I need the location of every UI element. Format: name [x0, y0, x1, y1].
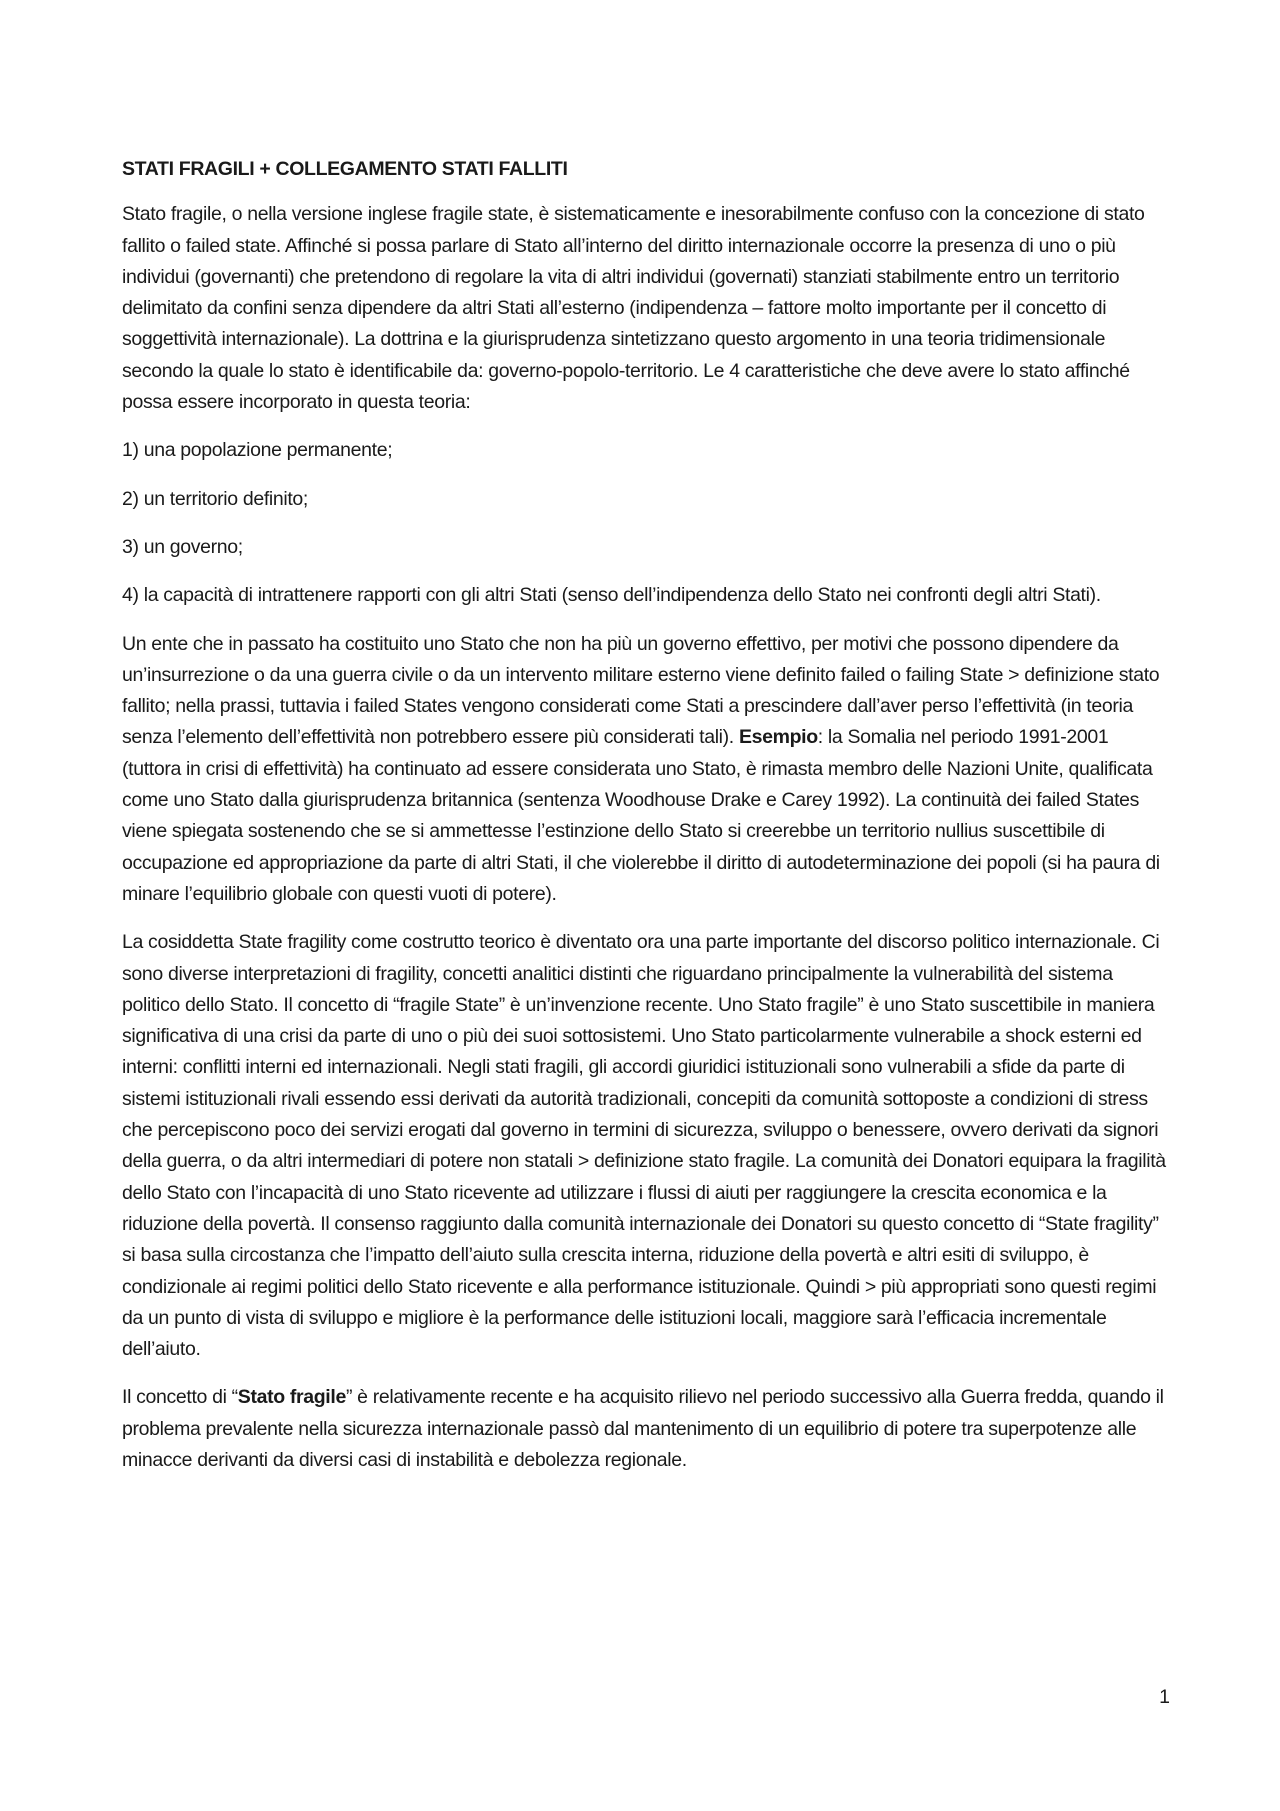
- list-item: 2) un territorio definito;: [122, 487, 308, 510]
- paragraph-text: Il concetto di “: [122, 1386, 238, 1409]
- list-item: 4) la capacità di intrattenere rapporti con gli altri Stati (senso dell’indipendenza dello Stato nei confronti degli altri Stati).: [122, 584, 1101, 607]
- document-title: STATI FRAGILI + COLLEGAMENTO STATI FALLITI: [122, 158, 568, 180]
- paragraph-state-fragility: La cosiddetta State fragility come costrutto teorico è diventato ora una parte importante del discorso politico internazionale. Ci sono diverse interpretazioni di fragility, concetti analitici distinti che riguardano principalmente la vulnerabilità del sistema politico dello Stato. Il concetto di “fragile State” è un’invenzione recente. Uno Stato fragile” è uno Stato suscettibile in maniera significativa di una crisi da parte di uno o più dei suoi sottosistemi. Uno Stato particolarmente vulnerabile a shock esterni ed interni: conflitti interni ed internazionali. Negli stati fragili, gli accordi giuridici istituzionali sono vulnerabili a sfide da parte di sistemi istituzionali rivali essendo essi derivati da autorità tradizionali, concepiti da comunità sottoposte a condizioni di stress che percepiscono poco dei servizi erogati dal governo in termini di sicurezza, sviluppo o benessere, ovvero derivati da signori della guerra, o da altri intermediari di potere non statali > definizione stato fragile. La comunità dei Donatori equipara la fragilità dello Stato con l’incapacità di uno Stato ricevente ad utilizzare i flussi di aiuti per raggiungere la crescita economica e la riduzione della povertà. Il consenso raggiunto dalla comunità internazionale dei Donatori su questo concetto di “State fragility” si basa sulla circostanza che l’impatto dell’aiuto sulla crescita interna, riduzione della povertà e altri esiti di sviluppo, è condizionale ai regimi politici dello Stato ricevente e alla performance istituzionale. Quindi > più appropriati sono questi regimi da un punto di vista di sviluppo e migliore è la performance delle istituzioni locali, maggiore sarà l’efficacia incrementale dell’aiuto.: [122, 931, 1166, 1361]
- paragraph-failed-state: [122, 629, 1168, 911]
- paragraph-stato-fragile: [122, 1382, 1168, 1476]
- page-number: 1: [1159, 1686, 1170, 1708]
- document-body: [122, 154, 1168, 1493]
- bold-term-esempio: Esempio: [738, 726, 818, 749]
- list-item: 1) una popolazione permanente;: [122, 439, 393, 462]
- paragraph-definition: Stato fragile, o nella versione inglese fragile state, è sistematicamente e inesorabilmente confuso con la concezione di stato fallito o failed state. Affinché si possa parlare di Stato all’interno del diritto internazionale occorre la presenza di uno o più individui (governanti) che pretendono di regolare la vita di altri individui (governati) stanziati stabilmente entro un territorio delimitato da confini senza dipendere da altri Stati all’esterno (indipendenza – fattore molto importante per il concetto di soggettività internazionale). La dottrina e la giurisprudenza sintetizzano questo argomento in una teoria tridimensionale secondo la quale lo stato è identificabile da: governo-popolo-territorio. Le 4 caratteristiche che deve avere lo stato affinché possa essere incorporato in questa teoria:: [122, 203, 1145, 414]
- paragraph-text: Un ente che in passato ha costituito uno Stato che non ha più un governo effettivo, per motivi che possono dipendere da un’insurrezione o da una guerra civile o da un intervento militare esterno viene definito failed o failing State > definizione stato fallito; nella prassi, tuttavia i failed States vengono considerati come Stati a prescindere dall’aver perso l’effettività (in teoria senza l’elemento dell’effettività non potrebbero essere più considerati tali).: [122, 632, 1160, 749]
- paragraph-text: : la Somalia nel periodo 1991-2001 (tuttora in crisi di effettività) ha continuato ad essere considerata uno Stato, è rimasta membro delle Nazioni Unite, qualificata come uno Stato dalla giurisprudenza britannica (sentenza Woodhouse Drake e Carey 1992). La continuità dei failed States viene spiegata sostenendo che se si ammettesse l’estinzione dello Stato si creerebbe un territorio nullius suscettibile di occupazione ed appropriazione da parte di altri Stati, il che violerebbe il diritto di autodeterminazione dei popoli (si ha paura di minare l’equilibrio globale con questi vuoti di potere).: [122, 726, 1160, 905]
- bold-term-stato-fragile: Stato fragile: [237, 1386, 346, 1409]
- paragraph-text: ” è relativamente recente e ha acquisito rilievo nel periodo successivo alla Guerra fredda, quando il problema prevalente nella sicurezza internazionale passò dal mantenimento di un equilibrio di potere tra superpotenze alle minacce derivanti da diversi casi di instabilità e debolezza regionale.: [122, 1386, 1164, 1471]
- list-item: 3) un governo;: [122, 535, 243, 558]
